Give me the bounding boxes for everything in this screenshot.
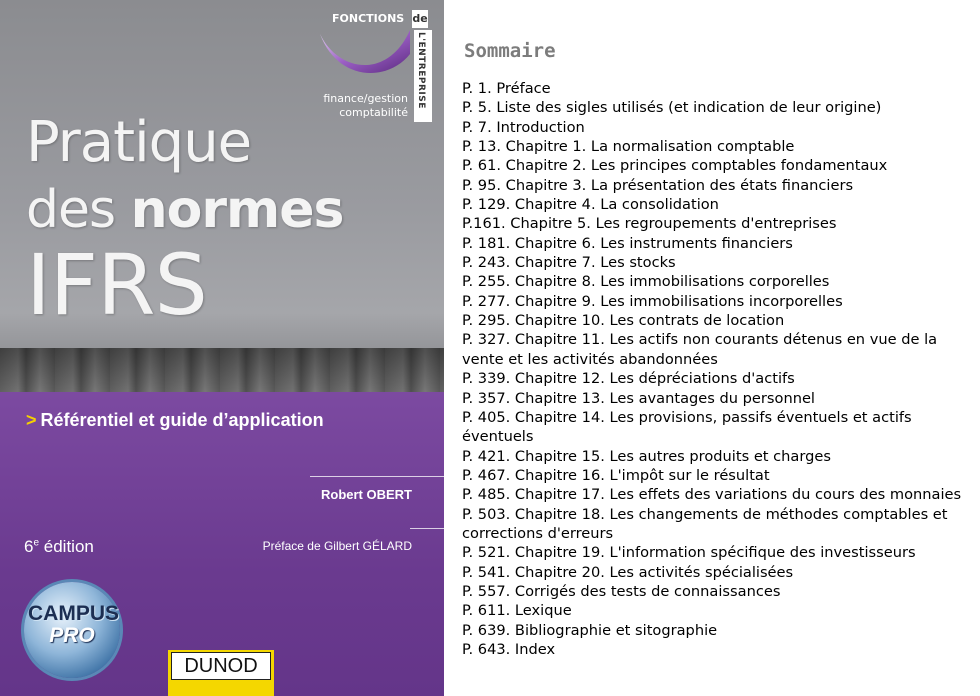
badge-line-2: PRO bbox=[49, 624, 95, 647]
edition-text: édition bbox=[43, 537, 94, 556]
toc-entry: P. 467. Chapitre 16. L'impôt sur le résultat bbox=[462, 466, 770, 484]
author-rule bbox=[310, 476, 444, 477]
series-label: FONCTIONS bbox=[332, 12, 405, 25]
subject-tag bbox=[300, 92, 408, 120]
series-vertical-text: L'ENTREPRISE bbox=[416, 32, 426, 109]
toc-entry: P. 277. Chapitre 9. Les immobilisations incorporelles bbox=[462, 292, 843, 310]
edition-number: 6 bbox=[24, 537, 34, 556]
toc-entry: P. 61. Chapitre 2. Les principes comptables fondamentaux bbox=[462, 157, 888, 175]
campus-pro-badge bbox=[24, 582, 120, 678]
toc-entry: P. 7. Introduction bbox=[462, 118, 585, 136]
series-de: de bbox=[412, 10, 428, 28]
publisher-logo bbox=[168, 650, 274, 696]
subtitle-marker: > bbox=[26, 410, 37, 430]
toc-entry: P. 295. Chapitre 10. Les contrats de location bbox=[462, 312, 785, 330]
toc-entry: P. 13. Chapitre 1. La normalisation comptable bbox=[462, 138, 795, 156]
toc-entry: P. 1. Préface bbox=[462, 80, 551, 97]
toc-entry: P. 643. Index bbox=[462, 640, 556, 658]
toc-entry: P. 327. Chapitre 11. Les actifs non courants détenus en vue de la vente et les activités abandonnées bbox=[462, 331, 938, 368]
edition-label bbox=[24, 537, 94, 557]
toc-entry: P. 339. Chapitre 12. Les dépréciations d'actifs bbox=[462, 370, 795, 388]
toc-entry: P. 521. Chapitre 19. L'information spécifique des investisseurs bbox=[462, 544, 916, 562]
cover-photo-strip bbox=[0, 348, 444, 392]
title-line-2 bbox=[26, 180, 343, 240]
toc-entry: P. 95. Chapitre 3. La présentation des états financiers bbox=[462, 176, 854, 194]
toc-entry: P. 421. Chapitre 15. Les autres produits et charges bbox=[462, 447, 831, 465]
toc-entry: P. 503. Chapitre 18. Les changements de méthodes comptables et corrections d'erreurs bbox=[462, 505, 948, 542]
title-line-1: Pratique bbox=[26, 110, 252, 175]
toc-entry: P. 255. Chapitre 8. Les immobilisations corporelles bbox=[462, 273, 830, 291]
cover-subtitle bbox=[26, 410, 324, 431]
cover-purple-panel bbox=[0, 392, 444, 696]
toc-entry: P. 357. Chapitre 13. Les avantages du personnel bbox=[462, 389, 815, 407]
toc-entry: P.161. Chapitre 5. Les regroupements d'entreprises bbox=[462, 215, 837, 233]
preface-credit: Préface de Gilbert GÉLARD bbox=[262, 539, 412, 553]
series-swoosh-logo bbox=[318, 24, 412, 80]
toc-entry: P. 405. Chapitre 14. Les provisions, passifs éventuels et actifs éventuels bbox=[462, 408, 912, 446]
toc-entry: P. 243. Chapitre 7. Les stocks bbox=[462, 254, 676, 272]
publisher-name: DUNOD bbox=[184, 655, 258, 677]
title-line-3: IFRS bbox=[26, 236, 207, 334]
badge-line-1: CAMPUS bbox=[28, 602, 120, 625]
book-cover bbox=[0, 0, 444, 696]
toc-entry: P. 557. Corrigés des tests de connaissances bbox=[462, 582, 781, 600]
toc-entry: P. 611. Lexique bbox=[462, 602, 572, 620]
toc-entry: P. 129. Chapitre 4. La consolidation bbox=[462, 196, 719, 214]
toc-entry: P. 639. Bibliographie et sitographie bbox=[462, 621, 718, 639]
subject-line-1: finance/gestion bbox=[323, 92, 408, 105]
edition-superscript: e bbox=[33, 537, 40, 549]
subtitle-text: Référentiel et guide d’application bbox=[40, 410, 324, 430]
title-line-2-bold: normes bbox=[130, 180, 344, 240]
toc-entry: P. 5. Liste des sigles utilisés (et indication de leur origine) bbox=[462, 99, 882, 117]
toc-entry: P. 485. Chapitre 17. Les effets des variations du cours des monnaies bbox=[462, 486, 962, 504]
title-line-2-light: des bbox=[26, 180, 116, 240]
subject-line-2: comptabilité bbox=[339, 106, 408, 119]
toc-list bbox=[462, 79, 976, 659]
series-vertical-band bbox=[414, 30, 432, 122]
toc-entry: P. 541. Chapitre 20. Les activités spécialisées bbox=[462, 563, 794, 581]
preface-rule bbox=[410, 528, 444, 529]
author-name: Robert OBERT bbox=[321, 487, 412, 502]
table-of-contents bbox=[462, 40, 976, 659]
toc-entry: P. 181. Chapitre 6. Les instruments financiers bbox=[462, 234, 793, 252]
toc-heading: Sommaire bbox=[464, 40, 556, 62]
